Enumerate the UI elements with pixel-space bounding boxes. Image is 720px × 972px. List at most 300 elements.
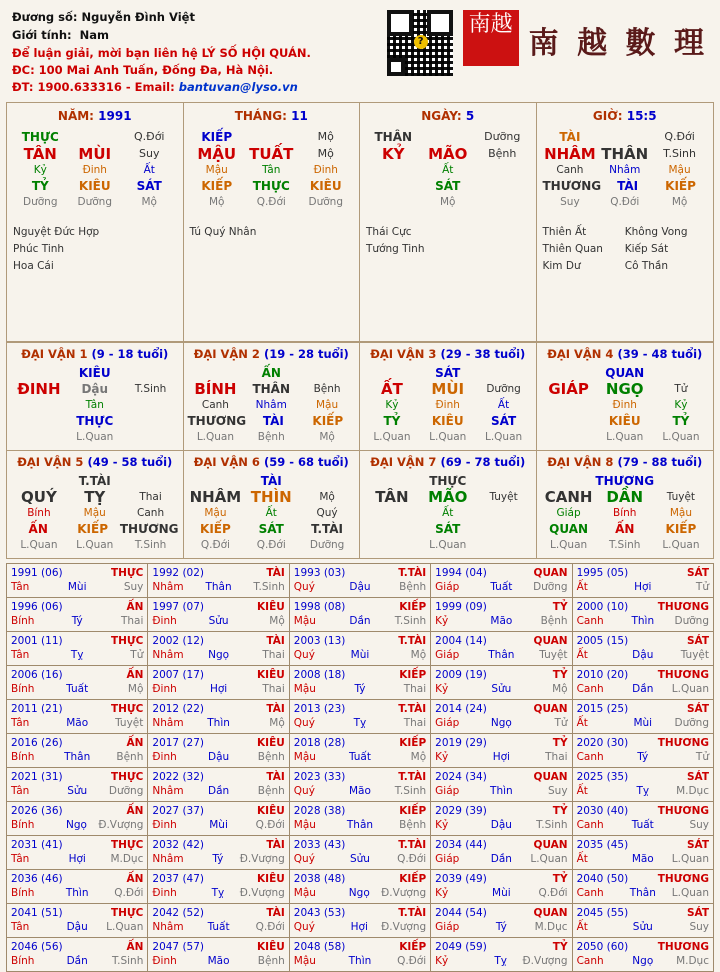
pillar-row1-c: Mộ [317, 130, 334, 143]
dv-g1 [541, 413, 597, 429]
year-ten-god: QUAN [533, 567, 568, 579]
year-ten-god: THỰC [110, 839, 144, 851]
dv-s3: L.Quan [662, 539, 700, 551]
pillar-title [13, 109, 177, 123]
year-ten-god: THỰC [110, 703, 144, 715]
year-label: 2042 (52) [152, 907, 205, 919]
dai-van-3[interactable] [360, 342, 537, 450]
ten-god-1: THƯƠNG [542, 179, 602, 193]
year-cell[interactable] [572, 734, 713, 768]
dai-van-title [541, 347, 710, 361]
year-cell[interactable] [148, 904, 289, 938]
year-stage: Thai [403, 683, 427, 695]
year-stage: Bệnh [257, 751, 285, 763]
year-ten-god: SÁT [686, 567, 709, 579]
dv-g1: TỶ [383, 414, 401, 428]
year-stem: Canh [576, 615, 604, 627]
dai-van-8[interactable] [537, 450, 714, 558]
year-stage: Dưỡng [108, 785, 144, 797]
year-stage: Bệnh [257, 955, 285, 967]
ten-god-3 [475, 178, 530, 194]
year-cell[interactable] [148, 598, 289, 632]
dv-g1: THƯƠNG [187, 414, 247, 428]
year-cell[interactable] [572, 904, 713, 938]
year-ten-god: KIẾP [399, 873, 427, 885]
year-branch: Dần [490, 853, 512, 865]
year-stem: Bính [11, 751, 35, 763]
year-cell[interactable] [148, 564, 289, 598]
year-ten-god: ẤN [126, 805, 144, 817]
year-label: 1995 (05) [576, 567, 629, 579]
year-cell[interactable] [572, 564, 713, 598]
year-branch: Tuất [207, 921, 230, 933]
year-stage: Đ.Vượng [522, 955, 568, 967]
ten-god-2: THỰC [252, 179, 290, 193]
dv-stem: ẤT [380, 380, 403, 398]
dv-g3 [123, 413, 179, 429]
seal-icon: 南越 [463, 10, 519, 66]
year-label: 2011 (21) [11, 703, 63, 715]
year-stage: Suy [548, 785, 568, 797]
dv-s3: Dưỡng [309, 539, 345, 551]
pillar-title-value: 1991 [98, 109, 132, 123]
dv-s1 [541, 429, 597, 445]
year-cell[interactable] [7, 836, 148, 870]
year-stage: Tuyệt [115, 717, 144, 729]
year-ten-god: THƯƠNG [657, 805, 709, 817]
hidden-stem-3: Đinh [313, 164, 338, 176]
year-cell[interactable] [431, 904, 572, 938]
year-stage: Tử [130, 649, 144, 661]
year-cell[interactable] [7, 564, 148, 598]
year-cell[interactable] [148, 836, 289, 870]
stage-3: Dưỡng [308, 196, 343, 208]
pillar-stem: NHÂM [544, 145, 596, 163]
ten-god-2: TÀI [617, 179, 639, 193]
year-cell[interactable] [431, 666, 572, 700]
year-label: 2034 (44) [435, 839, 487, 851]
hidden-stem-2: Nhâm [609, 164, 641, 176]
year-stem: Tân [11, 853, 30, 865]
hidden-stem-3: Ất [143, 164, 155, 176]
year-cell[interactable] [431, 700, 572, 734]
table-row [7, 904, 714, 938]
stage-2: Q.Đới [610, 196, 640, 208]
year-stem: Mậu [293, 751, 316, 763]
year-cell[interactable] [148, 802, 289, 836]
dv-r1a [188, 473, 244, 489]
dv-s3: L.Quan [484, 431, 523, 443]
pillar-title [190, 109, 354, 123]
year-cell[interactable] [289, 802, 430, 836]
year-cell[interactable] [572, 870, 713, 904]
year-stage: Mộ [410, 649, 427, 661]
dv-h2: Đinh [612, 399, 637, 411]
year-stage: Tử [554, 717, 568, 729]
dv-branch: Dậu [81, 382, 109, 396]
year-cell[interactable] [148, 666, 289, 700]
year-cell[interactable] [7, 904, 148, 938]
year-cell[interactable] [431, 768, 572, 802]
page-header [6, 6, 714, 102]
year-branch: Tý [71, 615, 83, 627]
dv-h3 [123, 397, 179, 413]
year-cell[interactable] [572, 938, 713, 972]
year-label: 2038 (48) [293, 873, 346, 885]
dv-h3: Ất [497, 399, 510, 411]
stage-1: Suy [560, 196, 580, 208]
dv-s3: T.Sinh [134, 539, 167, 551]
stage-1: Dưỡng [23, 196, 58, 208]
year-stage: Suy [689, 921, 709, 933]
year-cell[interactable] [431, 938, 572, 972]
dai-van-2[interactable] [184, 342, 361, 450]
dv-r1b: ẤN [261, 366, 281, 380]
year-branch: Sửu [349, 853, 370, 865]
year-cell[interactable] [289, 870, 430, 904]
pillar-row1-b [421, 129, 476, 145]
pillar-title-label: THÁNG: [234, 109, 287, 123]
dv-h1: Mậu [204, 507, 227, 519]
year-stage: T.Sinh [536, 819, 568, 831]
year-branch: Tỵ [636, 785, 650, 797]
note-item: Kim Dư [542, 260, 581, 272]
year-cell[interactable] [431, 564, 572, 598]
year-ten-god: KIẾP [399, 669, 427, 681]
dai-van-range: (49 - 58 tuổi) [87, 455, 173, 469]
note-item: Cô Thần [624, 260, 669, 272]
year-cell[interactable] [431, 836, 572, 870]
year-cell[interactable] [7, 598, 148, 632]
year-stem: Mậu [293, 887, 316, 899]
year-cell[interactable] [431, 734, 572, 768]
dai-van-5[interactable] [7, 450, 184, 558]
year-cell[interactable] [148, 734, 289, 768]
qr-badge: ? [414, 35, 428, 49]
year-stage: Bệnh [540, 615, 568, 627]
year-stage: Đ.Vượng [381, 887, 427, 899]
year-cell[interactable] [289, 836, 430, 870]
year-stage: Bệnh [257, 785, 285, 797]
pillar-title [543, 109, 708, 123]
hidden-stem-1: Canh [556, 164, 584, 176]
stage-2: Q.Đới [256, 196, 286, 208]
year-stem: Quý [293, 853, 315, 865]
year-label: 2005 (15) [576, 635, 629, 647]
year-branch: Dậu [632, 649, 654, 661]
year-branch: Dần [349, 615, 371, 627]
contact-line-1: Để luận giải, mời bạn liên hệ LÝ SỐ HỘI QUÁN. [12, 46, 311, 60]
year-label: 2047 (57) [152, 941, 205, 953]
year-label: 2009 (19) [435, 669, 487, 681]
dv-h1 [541, 397, 597, 413]
stage-3: Mộ [671, 196, 688, 208]
subject-name-line [12, 10, 311, 24]
year-ten-god: TÀI [266, 907, 285, 919]
hidden-stem-2: Tân [262, 164, 281, 176]
year-ten-god: QUAN [533, 703, 568, 715]
year-stage: L.Quan [671, 683, 709, 695]
pillar-hour [537, 103, 714, 341]
dai-van-label: ĐẠI VẬN 5 [17, 455, 84, 469]
pillar-state: Mộ [317, 147, 334, 160]
year-cell[interactable] [7, 802, 148, 836]
year-label: 2001 (11) [11, 635, 63, 647]
year-stage: Dưỡng [674, 615, 709, 627]
table-row [7, 768, 714, 802]
year-cell[interactable] [431, 802, 572, 836]
year-stage: Đ.Vượng [239, 853, 285, 865]
year-stem: Canh [576, 887, 604, 899]
year-stem: Đinh [152, 683, 177, 695]
year-cell[interactable] [7, 632, 148, 666]
year-ten-god: THƯƠNG [657, 941, 709, 953]
year-ten-god: TỶ [552, 805, 568, 817]
year-cell[interactable] [7, 734, 148, 768]
dv-g1 [364, 521, 420, 537]
year-cell[interactable] [289, 768, 430, 802]
year-stem: Nhâm [152, 581, 184, 593]
dv-h3: Kỷ [674, 399, 688, 411]
year-stage: T.Sinh [253, 581, 285, 593]
qr-code-icon[interactable] [387, 10, 453, 76]
dai-van-label: ĐẠI VẬN 7 [370, 455, 437, 469]
year-label: 2043 (53) [293, 907, 346, 919]
pillar-branch: MÃO [428, 145, 468, 163]
year-branch: Dần [66, 955, 88, 967]
year-branch: Tỵ [70, 649, 84, 661]
dai-van-title [541, 455, 710, 469]
year-label: 2046 (56) [11, 941, 63, 953]
year-label: 2013 (23) [293, 703, 346, 715]
year-cell[interactable] [572, 768, 713, 802]
dv-g2: ẤN [615, 522, 635, 536]
year-cell[interactable] [431, 632, 572, 666]
pillar-title-value: 15:5 [626, 109, 657, 123]
year-stage: L.Quan [671, 853, 709, 865]
year-cell[interactable] [289, 632, 430, 666]
dv-g2: KIÊU [431, 414, 464, 428]
year-ten-god: T.TÀI [398, 567, 427, 579]
dai-van-range: (59 - 68 tuổi) [263, 455, 349, 469]
dv-r1b: T.TÀI [78, 474, 111, 488]
year-branch: Tý [212, 853, 224, 865]
pillar-branch: MÙI [78, 145, 112, 163]
pillar-notes [190, 224, 354, 241]
year-cell[interactable] [572, 598, 713, 632]
year-stem: Nhâm [152, 921, 184, 933]
four-pillars-grid [6, 102, 714, 342]
dv-r1b: SÁT [435, 366, 461, 380]
year-branch: Dậu [490, 819, 512, 831]
note-item: Phúc Tinh [13, 243, 65, 255]
dai-van-1[interactable] [7, 342, 184, 450]
year-cell[interactable] [7, 700, 148, 734]
table-row [7, 666, 714, 700]
year-cell[interactable] [7, 938, 148, 972]
year-ten-god: TÀI [266, 771, 285, 783]
note-item: Hoa Cái [13, 260, 54, 272]
dv-r1b: KIÊU [78, 366, 111, 380]
year-label: 2044 (54) [435, 907, 487, 919]
dv-s2: L.Quan [76, 431, 114, 443]
year-ten-god: THƯƠNG [657, 601, 709, 613]
year-cell[interactable] [572, 700, 713, 734]
ten-god-2: SÁT [435, 179, 461, 193]
dv-s3: Mộ [319, 431, 335, 443]
year-cell[interactable] [7, 870, 148, 904]
dv-branch: NGỌ [605, 380, 644, 398]
year-stem: Giáp [435, 649, 460, 661]
year-stage: L.Quan [530, 853, 568, 865]
year-cell[interactable] [572, 836, 713, 870]
year-ten-god: T.TÀI [398, 907, 427, 919]
year-cell[interactable] [289, 564, 430, 598]
pillar-row1-c: Dưỡng [484, 130, 521, 143]
email-link[interactable]: bantuvan@lyso.vn [178, 80, 298, 94]
year-branch: Mùi [633, 717, 653, 729]
year-cell[interactable] [148, 768, 289, 802]
year-branch: Tuất [348, 751, 371, 763]
year-branch: Thìn [631, 615, 655, 627]
dv-h3 [476, 505, 532, 521]
year-stem: Ất [576, 581, 588, 593]
year-cell[interactable] [431, 870, 572, 904]
year-stage: Q.Đới [255, 819, 285, 831]
dai-van-title [11, 455, 179, 469]
note-item: Kiếp Sát [624, 243, 669, 255]
year-branch: Tỵ [353, 717, 367, 729]
year-ten-god: TỶ [552, 873, 568, 885]
year-ten-god: KIÊU [257, 805, 285, 817]
dv-s1 [364, 537, 420, 553]
year-cell[interactable] [148, 938, 289, 972]
dai-van-range: (39 - 48 tuổi) [617, 347, 703, 361]
year-branch: Tỵ [494, 955, 507, 967]
dv-stem: GIÁP [548, 380, 589, 398]
dai-van-6[interactable] [184, 450, 361, 558]
stage-1: Mộ [209, 196, 225, 208]
year-cell[interactable] [572, 666, 713, 700]
year-branch: Hợi [68, 853, 86, 865]
pillar-title [366, 109, 530, 123]
year-cell[interactable] [289, 700, 430, 734]
year-cell[interactable] [431, 598, 572, 632]
ten-god-1: KIẾP [201, 179, 233, 193]
year-cell[interactable] [7, 666, 148, 700]
dv-branch: MÙI [431, 380, 465, 398]
year-stem: Ất [576, 649, 588, 661]
year-stage: Thai [262, 683, 285, 695]
year-label: 2017 (27) [152, 737, 205, 749]
year-label: 2015 (25) [576, 703, 629, 715]
year-cell[interactable] [148, 870, 289, 904]
dv-s2: L.Quan [429, 539, 467, 551]
year-branch: Thân [629, 887, 656, 899]
year-label: 1999 (09) [435, 601, 487, 613]
dv-g1: ẤN [28, 522, 48, 536]
year-stem: Tân [11, 717, 30, 729]
year-cell[interactable] [289, 598, 430, 632]
year-cell[interactable] [289, 904, 430, 938]
dai-van-7[interactable] [360, 450, 537, 558]
dv-state: Dưỡng [486, 383, 521, 395]
pillar-branch: TUẤT [249, 145, 294, 163]
year-branch: Hợi [209, 683, 228, 695]
dv-r1c [123, 365, 179, 381]
year-cell[interactable] [289, 666, 430, 700]
year-cell[interactable] [148, 700, 289, 734]
dv-s3: L.Quan [662, 431, 700, 443]
phone-text: ĐT: 1900.633316 - Email: [12, 80, 179, 94]
dv-s2: L.Quan [429, 431, 467, 443]
ten-god-3: SÁT [136, 179, 162, 193]
year-label: 2014 (24) [435, 703, 487, 715]
header-right [387, 6, 714, 76]
year-label: 2012 (22) [152, 703, 205, 715]
pillar-notes [13, 224, 177, 275]
year-stage: Dưỡng [533, 581, 568, 593]
dv-h1 [11, 397, 67, 413]
dv-h2: Mậu [83, 507, 106, 519]
year-label: 1994 (04) [435, 567, 487, 579]
hidden-stem-2: Đinh [82, 164, 107, 176]
year-cell[interactable] [7, 768, 148, 802]
year-cell[interactable] [289, 938, 430, 972]
year-cell[interactable] [572, 802, 713, 836]
year-stage: Thai [262, 649, 285, 661]
year-stem: Kỷ [435, 615, 449, 627]
year-cell[interactable] [148, 632, 289, 666]
dv-s2: T.Sinh [609, 539, 641, 551]
year-label: 1997 (07) [152, 601, 205, 613]
dv-g1: KIẾP [200, 522, 231, 536]
year-ten-god: SÁT [686, 635, 709, 647]
year-branch: Thìn [348, 955, 372, 967]
pillar-row1-b [68, 129, 123, 145]
year-cell[interactable] [572, 632, 713, 666]
year-label: 2031 (41) [11, 839, 63, 851]
year-label: 2025 (35) [576, 771, 629, 783]
stage-1 [366, 194, 421, 210]
dv-stem: QUÝ [21, 488, 57, 506]
brand-title: 南 越 數 理 [528, 26, 708, 61]
ten-god-1: TỶ [31, 179, 49, 193]
dv-r1c [299, 473, 355, 489]
year-stage: Q.Đới [114, 887, 144, 899]
year-stage: Suy [123, 581, 144, 593]
dv-g3: T.TÀI [311, 522, 344, 536]
gender-label: Giới tính: [12, 28, 72, 42]
year-stage: T.Sinh [394, 785, 427, 797]
year-stem: Nhâm [152, 717, 184, 729]
year-stem: Tân [11, 785, 30, 797]
pillar-row1-a: TÀI [559, 130, 581, 144]
year-label: 1991 (06) [11, 567, 63, 579]
year-stage: M.Dục [676, 785, 709, 797]
year-stage: Q.Đới [538, 887, 568, 899]
year-stem: Bính [11, 819, 35, 831]
dai-van-range: (29 - 38 tuổi) [440, 347, 526, 361]
year-stem: Giáp [435, 785, 460, 797]
year-stage: Thai [403, 717, 427, 729]
dai-van-4[interactable] [537, 342, 714, 450]
year-branch: Dậu [207, 751, 230, 763]
dv-r1c [299, 365, 355, 381]
hidden-stem-1: Mậu [205, 164, 228, 176]
year-stem: Nhâm [152, 649, 184, 661]
year-cell[interactable] [289, 734, 430, 768]
